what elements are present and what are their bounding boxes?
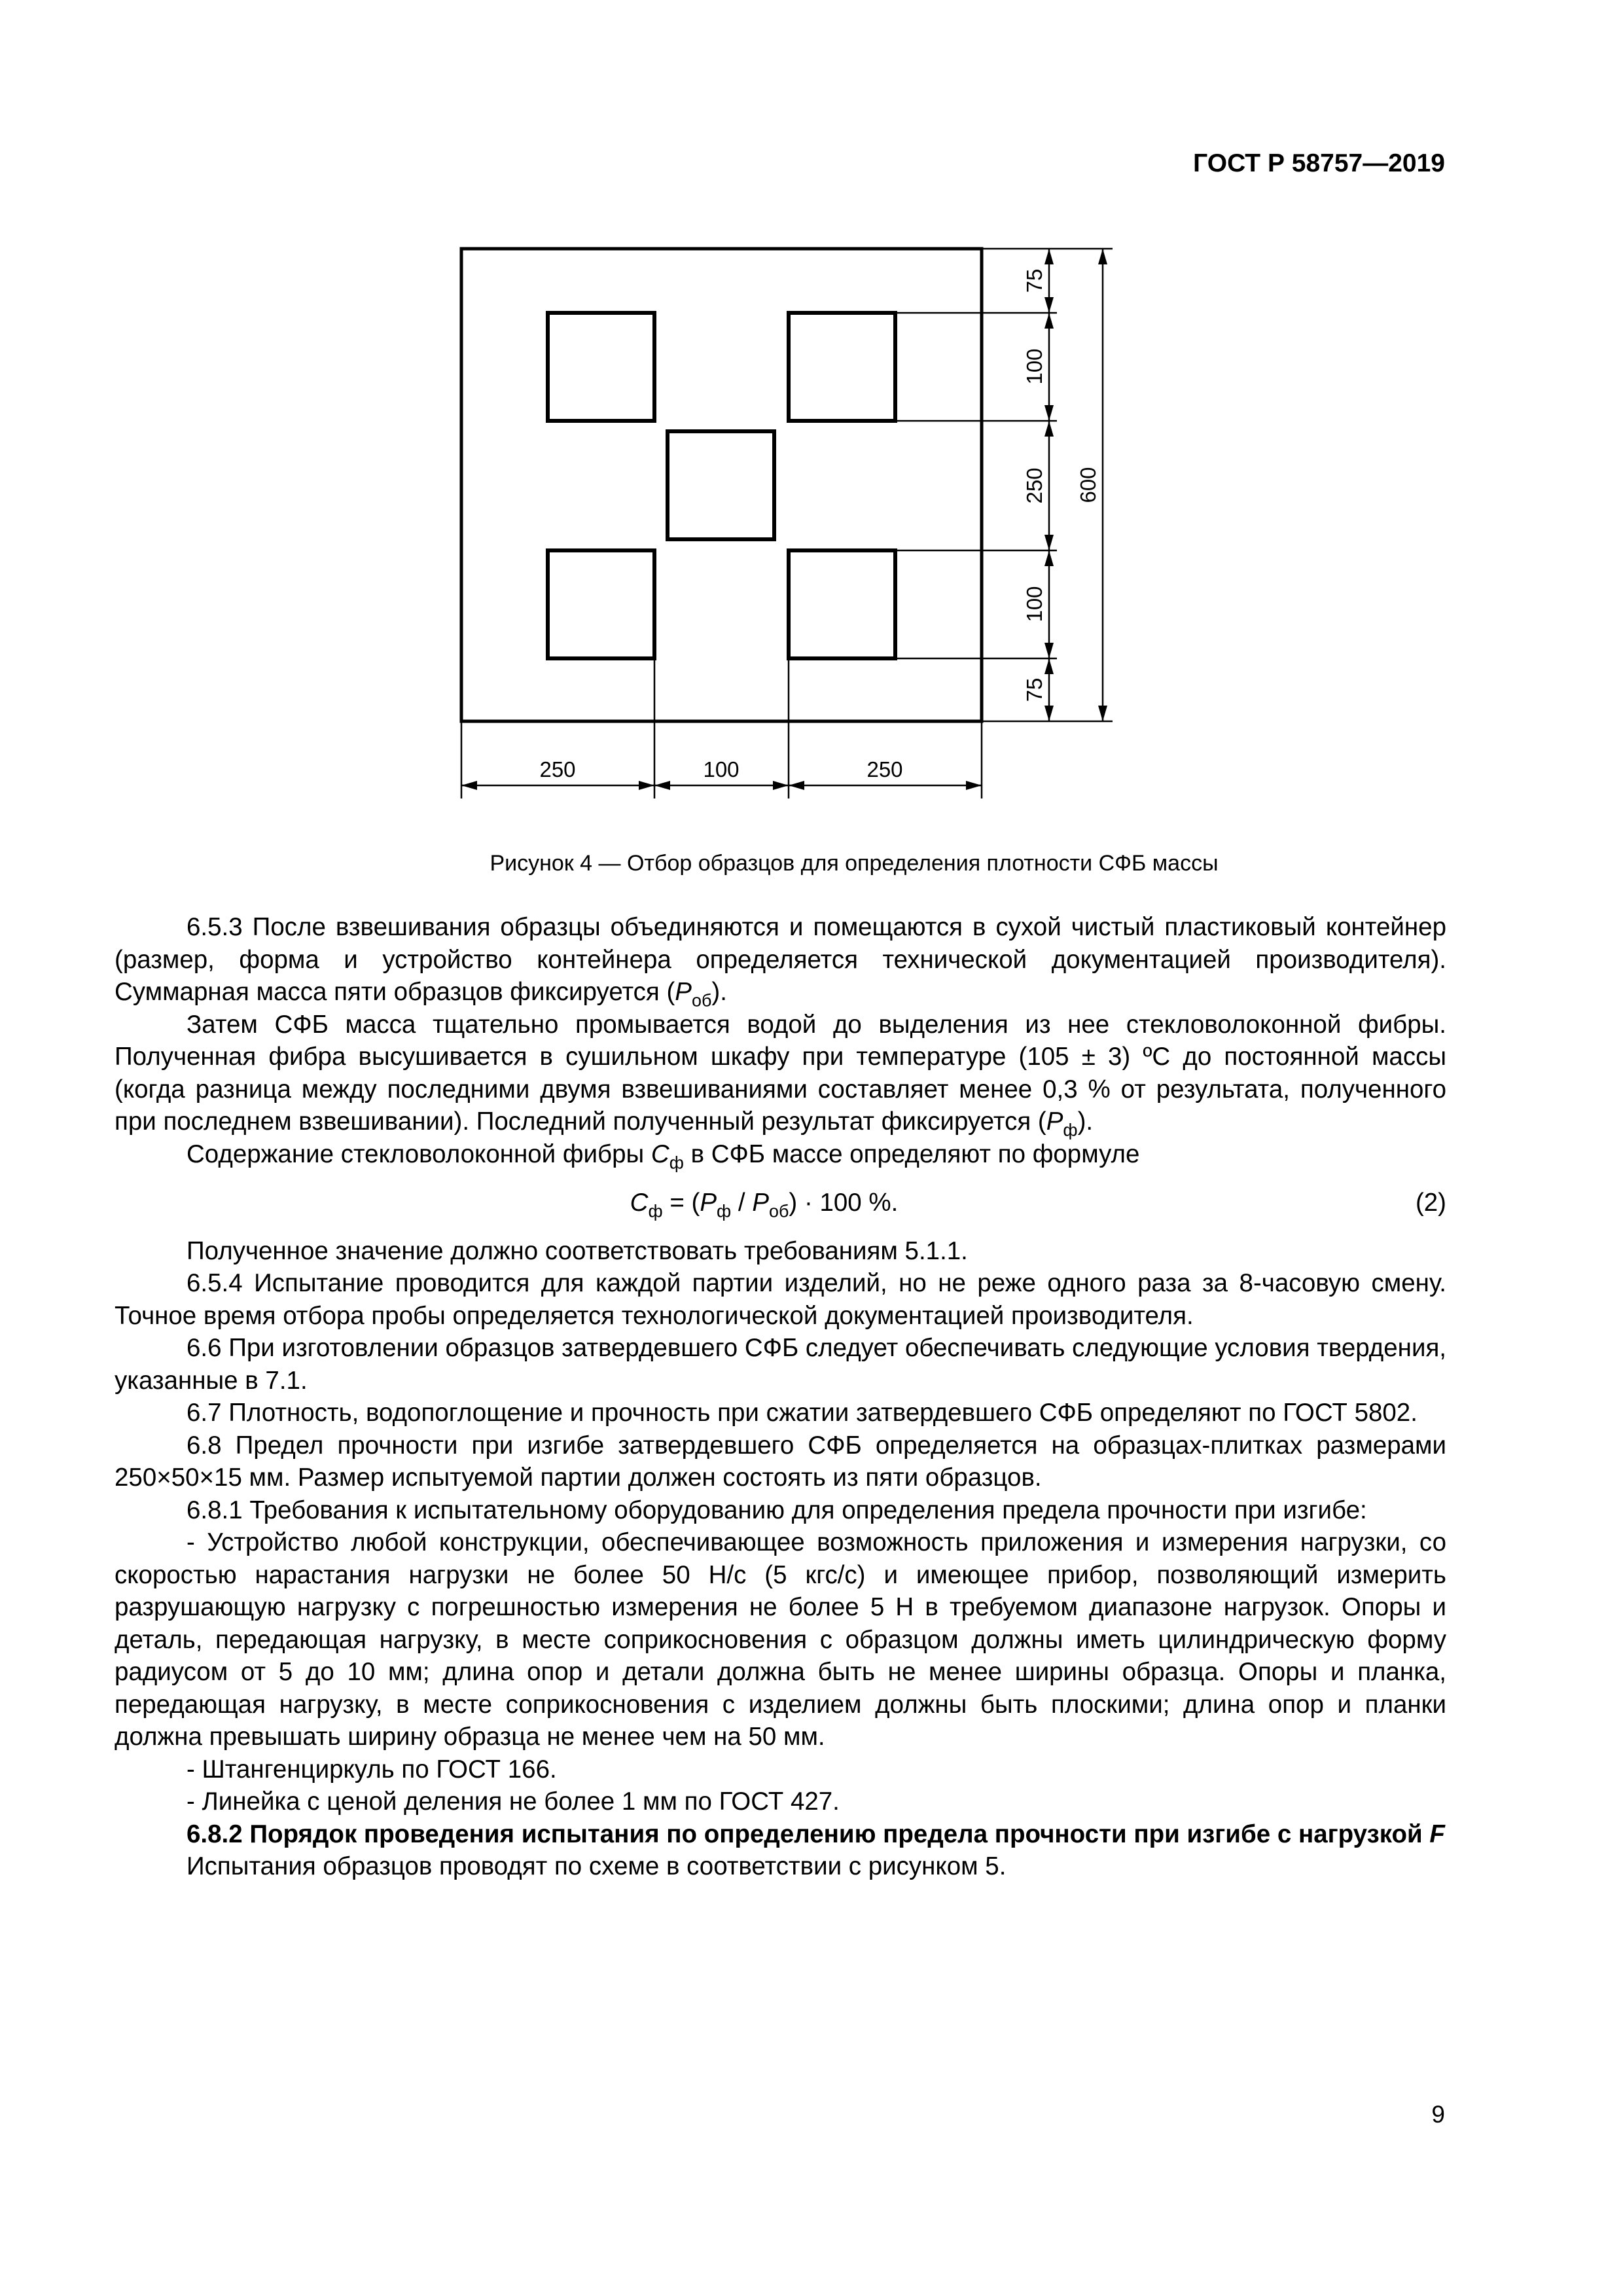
dim-label: 250 [539, 757, 576, 781]
dim-label: 75 [1022, 268, 1046, 293]
sample-square [548, 550, 654, 658]
formula-expression: $C_ф = (P_ф / P_{об}) \cdot 100$ %. [630, 1189, 899, 1221]
paragraph-result: Полученное значение должно соответствовать требованиям 5.1.1. [187, 1236, 968, 1265]
paragraph-6-5-4: 6.5.4 Испытание проводится для каждой партии изделий, но не реже одного раза за 8-часовую смену. Точное время отбора пробы определяется технологической документацией производителя. [115, 1269, 1446, 1330]
paragraph-6-5-3: 6.5.3 После взвешивания образцы объединяются и помещаются в сухой чистый пластиковый контейнер (размер, форма и устройство контейнера определяется технической документацией производителя). Суммарная масса пяти образцов фиксируется $(P_{об})$. [115, 913, 1446, 1011]
dim-label: 100 [1022, 348, 1046, 385]
paragraph-6-5-3-formula-intro: Содержание стекловолоконной фибры $C_ф$ в СФБ массе определяют по формуле [187, 1139, 1140, 1172]
list-item: - Линейка с ценой деления не более 1 мм по ГОСТ 427. [187, 1787, 840, 1816]
document-body [115, 911, 1446, 1883]
paragraph-6-8: 6.8 Предел прочности при изгибе затвердевшего СФБ определяется на образцах-плитках размерами 250×50×15 мм. Размер испытуемой партии должен состоять из пяти образцов. [115, 1431, 1446, 1492]
sampling-diagram [445, 236, 1126, 798]
paragraph-6-7: 6.7 Плотность, водопоглощение и прочность при сжатии затвердевшего СФБ определяют по ГОСТ 5802. [187, 1399, 1418, 1427]
dim-label: 250 [866, 757, 903, 781]
dim-total-label: 600 [1076, 467, 1100, 503]
paragraph-6-8-2-heading: 6.8.2 Порядок проведения испытания по определению предела прочности при изгибе с нагрузкой F [187, 1820, 1445, 1848]
document-header: ГОСТ Р 58757—2019 [1193, 149, 1445, 177]
paragraph-6-8-2-body: Испытания образцов проводят по схеме в соответствии с рисунком 5. [187, 1852, 1007, 1880]
dim-label: 100 [703, 757, 740, 781]
paragraph-6-5-3-cont: Затем СФБ масса тщательно промывается водой до выделения из нее стекловолоконной фибры. Полученная фибра высушивается в сушильном шкафу при температуре (105 ± 3) ºC до постоянной массы (когда разница между последними двумя взвешиваниями составляет менее 0,3 % от результата, полученного при последнем взвешивании). Последний полученный результат фиксируется $(P_ф)$. [115, 1010, 1446, 1140]
list-item: - Штангенциркуль по ГОСТ 166. [187, 1755, 557, 1784]
slab-outline [461, 249, 982, 721]
dim-label: 250 [1022, 467, 1046, 504]
page-number: 9 [1431, 2101, 1445, 2128]
paragraph-6-6: 6.6 При изготовлении образцов затвердевшего СФБ следует обеспечивать следующие условия твердения, указанные в 7.1. [115, 1334, 1446, 1395]
formula-number: (2) [1415, 1189, 1446, 1217]
sample-square [548, 313, 654, 421]
dim-label: 100 [1022, 586, 1046, 622]
sample-square [789, 313, 895, 421]
paragraph-6-8-1: 6.8.1 Требования к испытательному оборудованию для определения предела прочности при изгибе: [187, 1496, 1367, 1524]
figure-caption: Рисунок 4 — Отбор образцов для определения плотности СФБ массы [490, 851, 1219, 876]
sample-square [789, 550, 895, 658]
list-item: - Устройство любой конструкции, обеспечивающее возможность приложения и измерения нагрузки, со скоростью нарастания нагрузки не более 50 Н/с (5 кгс/с) и имеющее прибор, позволяющий измерить разрушающую нагрузку с погрешностью измерения не более 5 Н в требуемом диапазоне нагрузок. Опоры и деталь, передающая нагрузку, в месте соприкосновения с образцом должны иметь цилиндрическую форму радиусом от 5 до 10 мм; длина опор и детали должна быть не менее ширины образца. Опоры и планка, передающая нагрузку, в месте соприкосновения с изделием должны быть плоскими; длина опор и планки должна превышать ширину образца не менее чем на 50 мм. [115, 1528, 1446, 1751]
dim-label: 75 [1022, 677, 1046, 702]
formula-2 [115, 1187, 1446, 1219]
sample-square [668, 431, 774, 539]
